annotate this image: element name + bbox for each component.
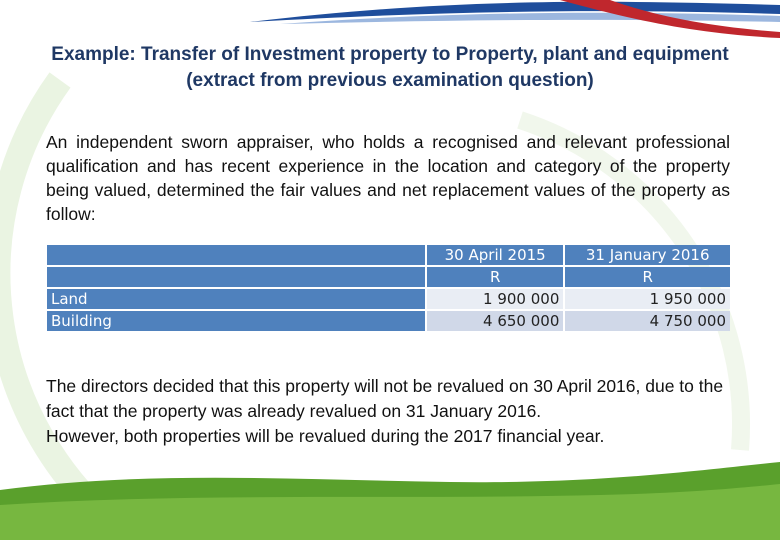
- column-header-unit: R: [427, 267, 563, 287]
- table-cell-value: 1 900 000: [427, 289, 563, 309]
- conclusion-paragraph: However, both properties will be revalued during the 2017 financial year.: [46, 426, 605, 446]
- valuation-table: [45, 243, 732, 333]
- conclusion-text: [46, 374, 746, 449]
- column-header-date: 30 April 2015: [427, 245, 563, 265]
- table-header-empty-cell: [47, 245, 425, 265]
- conclusion-paragraph: The directors decided that this property will not be revalued on 30 April 2016, due to the fact that the property was already revalued on 31 January 2016.: [46, 376, 724, 421]
- table-cell-value: 4 650 000: [427, 311, 563, 331]
- table-header-empty-cell: [47, 267, 425, 287]
- table-header-row-dates: [47, 245, 730, 265]
- row-label: Land: [47, 289, 425, 309]
- row-label: Building: [47, 311, 425, 331]
- table-cell-value: 1 950 000: [565, 289, 730, 309]
- table-cell-value: 4 750 000: [565, 311, 730, 331]
- slide-title: Example: Transfer of Investment property to Property, plant and equipment (extract from previous examination question): [51, 44, 729, 91]
- intro-paragraph: An independent sworn appraiser, who holds a recognised and relevant professional qualification and has recent experience in the location and category of the property being valued, determined the fair values and net replacement values of the property as follow:: [46, 132, 730, 224]
- column-header-date: 31 January 2016: [565, 245, 730, 265]
- table-header-row-units: [47, 267, 730, 287]
- column-header-unit: R: [565, 267, 730, 287]
- table-row: [47, 311, 730, 331]
- table-row: [47, 289, 730, 309]
